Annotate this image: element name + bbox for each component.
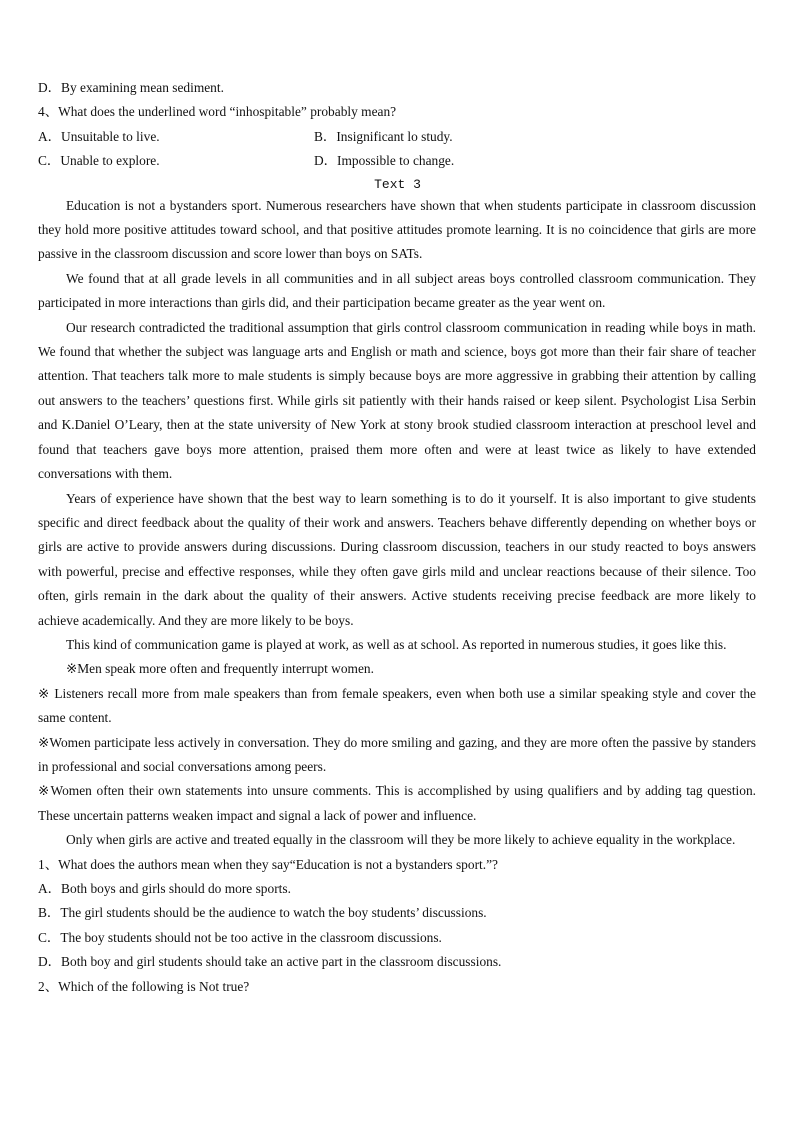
question-4-option-b: B．Insignificant lo study. <box>314 128 453 144</box>
question-1-option-d: D．Both boy and girl students should take an active part in the classroom discussions. <box>38 954 502 970</box>
question-1-option-c: C．The boy students should not be too active in the classroom discussions. <box>38 929 442 945</box>
passage-closing: Only when girls are active and treated equally in the classroom will they be more likely to achieve equality in the workplace. <box>66 832 736 848</box>
question-4-stem: 4、What does the underlined word “inhospitable” probably mean? <box>38 104 397 120</box>
question-4-options-row-2 <box>38 149 756 173</box>
passage-note-3: ※Women participate less actively in conversation. They do more smiling and gazing, and they are more often the passive by standers in professional and social conversations among peers. <box>38 734 756 774</box>
prev-question-option-d: D．By examining mean sediment. <box>38 80 224 95</box>
passage-note-2: ※ Listeners recall more from male speakers than from female speakers, even when both use a similar speaking style and cover the same content. <box>38 685 756 726</box>
passage-paragraph-3: Our research contradicted the traditional assumption that girls control classroom communication in reading while boys in math. We found that whether the subject was language arts and English or math and science, boys got more than their fair share of teacher attention. That teachers talk more to male students is simply because boys are more aggressive in grabbing their attention by calling out answers to the teachers’ questions first. While girls sit patiently with their hands raised or keep silent. Psychologist Lisa Serbin and K.Daniel O’Leary, then at the state university of New York at stony brook studied classroom interaction at preschool level and found that teachers gave boys more attention, praised them more often and were at least twice as likely to have extended conversations with them. <box>38 319 756 482</box>
question-4-option-a: A．Unsuitable to live. <box>38 128 160 144</box>
passage-title: Text 3 <box>374 176 421 192</box>
passage-paragraph-2: We found that at all grade levels in all communities and in all subject areas boys controlled classroom communication. They participated in more interactions than girls did, and their participation became greater as the year went on. <box>38 270 756 311</box>
passage-paragraph-4: Years of experience have shown that the best way to learn something is to do it yourself. It is also important to give students specific and direct feedback about the quality of their work and answers. Teachers behave differently depending on whether boys or girls are active to provide answers during discussions. During classroom discussion, teachers in our study reacted to boys answers with powerful, precise and effective responses, while they often gave girls mild and unclear reactions because of their silence. Too often, girls remain in the dark about the quality of their answers. Active students receiving precise feedback are more likely to achieve academically. And they are more likely to be boys. <box>38 490 756 628</box>
passage-note-1: ※Men speak more often and frequently interrupt women. <box>66 661 374 677</box>
question-4-options-row-1 <box>38 125 756 149</box>
question-1-option-b: B．The girl students should be the audience to watch the boy students’ discussions. <box>38 905 487 921</box>
passage-paragraph-5: This kind of communication game is played at work, as well as at school. As reported in numerous studies, it goes like this. <box>66 636 727 652</box>
passage-paragraph-1: Education is not a bystanders sport. Numerous researchers have shown that when students participate in classroom discussion they hold more positive attitudes toward school, and that positive attitudes promote learning. It is no coincidence that girls are more passive in the classroom discussion and score lower than boys on SATs. <box>38 197 756 262</box>
question-4-option-c: C．Unable to explore. <box>38 153 160 169</box>
question-4-option-d: D．Impossible to change. <box>314 153 455 169</box>
question-1-stem: 1、What does the authors mean when they say“Education is not a bystanders sport.”? <box>38 856 498 872</box>
question-2-stem: 2、Which of the following is Not true? <box>38 978 250 994</box>
question-1-option-a: A．Both boys and girls should do more sports. <box>38 881 291 896</box>
document-page <box>38 76 756 999</box>
passage-note-4: ※Women often their own statements into unsure comments. This is accomplished by using qualifiers and by adding tag question. These uncertain patterns weaken impact and signal a lack of power and influence. <box>38 783 756 823</box>
